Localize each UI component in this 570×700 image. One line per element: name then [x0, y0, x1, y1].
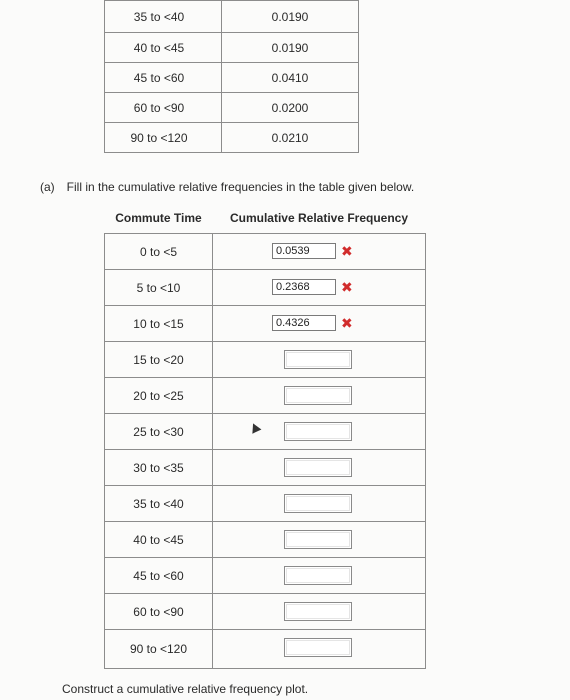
cumulative-answer-cell: [213, 450, 426, 486]
relative-frequency-table: [104, 0, 359, 153]
answer-input[interactable]: [284, 638, 352, 657]
cumulative-answer-cell: [213, 234, 426, 270]
cumulative-answer-cell: [213, 414, 426, 450]
table-row: [105, 63, 359, 93]
answer-input[interactable]: [284, 602, 352, 621]
table-row: [105, 33, 359, 63]
answer-input[interactable]: 0.0539: [272, 243, 336, 259]
relative-frequency-cell: 0.0200: [222, 93, 359, 123]
commute-range-cell: 45 to <60: [105, 63, 222, 93]
commute-range-cell: 45 to <60: [105, 558, 213, 594]
answer-input[interactable]: [284, 386, 352, 405]
commute-range-cell: 90 to <120: [105, 123, 222, 153]
answer-input[interactable]: 0.4326: [272, 315, 336, 331]
commute-range-cell: 15 to <20: [105, 342, 213, 378]
cumulative-answer-cell: [213, 594, 426, 630]
question-part-label: (a): [40, 180, 55, 194]
table-row: [105, 342, 426, 378]
table-row: [105, 522, 426, 558]
table-row: [105, 486, 426, 522]
relative-frequency-cell: 0.0410: [222, 63, 359, 93]
commute-range-cell: 30 to <35: [105, 450, 213, 486]
cumulative-frequency-table: [104, 203, 426, 669]
table-row: [105, 378, 426, 414]
answer-input[interactable]: [284, 566, 352, 585]
cumulative-answer-cell: [213, 378, 426, 414]
question-instruction: [40, 180, 414, 194]
table-row: [105, 1, 359, 33]
answer-input[interactable]: [284, 350, 352, 369]
commute-range-cell: 40 to <45: [105, 522, 213, 558]
cumulative-answer-cell: [213, 630, 426, 669]
table-row: [105, 306, 426, 342]
cumulative-answer-cell: [213, 270, 426, 306]
commute-range-cell: 0 to <5: [105, 234, 213, 270]
table-row: [105, 270, 426, 306]
table-row: [105, 123, 359, 153]
answer-input[interactable]: [284, 494, 352, 513]
question-text: Fill in the cumulative relative frequencies in the table given below.: [66, 180, 415, 194]
cumulative-answer-cell: [213, 558, 426, 594]
cumulative-answer-cell: [213, 342, 426, 378]
header-cumulative-relative-frequency: Cumulative Relative Frequency: [213, 203, 426, 234]
answer-input[interactable]: [284, 422, 352, 441]
commute-range-cell: 60 to <90: [105, 594, 213, 630]
table-row: [105, 234, 426, 270]
incorrect-x-icon: ✖: [341, 279, 353, 295]
incorrect-x-icon: ✖: [341, 243, 353, 259]
cumulative-answer-cell: [213, 522, 426, 558]
table-row: [105, 594, 426, 630]
cumulative-answer-cell: [213, 306, 426, 342]
commute-range-cell: 60 to <90: [105, 93, 222, 123]
table-row: [105, 450, 426, 486]
header-commute-time: Commute Time: [105, 203, 213, 234]
table-row: [105, 630, 426, 669]
answer-input[interactable]: 0.2368: [272, 279, 336, 295]
commute-range-cell: 40 to <45: [105, 33, 222, 63]
answer-input[interactable]: [284, 530, 352, 549]
plot-instruction: Construct a cumulative relative frequency plot.: [62, 682, 309, 696]
commute-range-cell: 25 to <30: [105, 414, 213, 450]
answer-input[interactable]: [284, 458, 352, 477]
commute-range-cell: 5 to <10: [105, 270, 213, 306]
table-row: [105, 558, 426, 594]
table-row: [105, 414, 426, 450]
relative-frequency-cell: 0.0190: [222, 1, 359, 33]
table-row: [105, 93, 359, 123]
commute-range-cell: 35 to <40: [105, 1, 222, 33]
commute-range-cell: 10 to <15: [105, 306, 213, 342]
relative-frequency-cell: 0.0190: [222, 33, 359, 63]
commute-range-cell: 90 to <120: [105, 630, 213, 669]
incorrect-x-icon: ✖: [341, 315, 353, 331]
relative-frequency-cell: 0.0210: [222, 123, 359, 153]
commute-range-cell: 35 to <40: [105, 486, 213, 522]
commute-range-cell: 20 to <25: [105, 378, 213, 414]
cumulative-answer-cell: [213, 486, 426, 522]
